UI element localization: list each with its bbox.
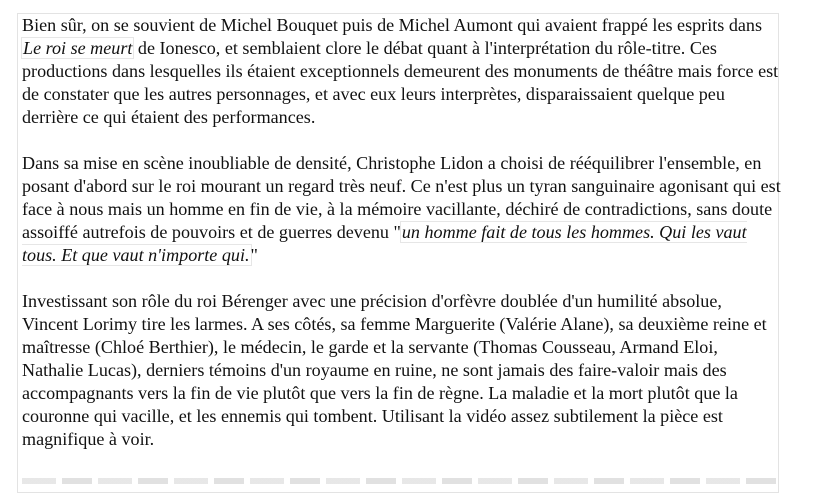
play-title-highlight: Le roi se meurt	[23, 38, 133, 58]
paragraph-3: Investissant son rôle du roi Bérenger avec une précision d'orfèvre doublée d'un humilité absolue, Vincent Lorimy tire les larmes. A ses côtés, sa femme Marguerite (Valérie Alane), sa deuxième reine et maîtresse (Chloé Berthier), le médecin, le garde et la servante (Thomas Cousseau, Armand Eloi, Nathalie Lucas), derniers témoins d'un royaume en ruine, ne sont jamais des faire-valoir mais des accompagnants vers la fin de vie plutôt que vers la fin de règne. La maladie et la mort plutôt que la couronne qui vacille, et les ennemis qui tombent. Utilisant la vidéo assez subtilement la pièce est magnifique à voir.	[22, 291, 767, 449]
paragraph-2-text-start: Dans sa mise en scène inoubliable de densité, Christophe Lidon a choisi de rééquilibrer l'ensemble, en posant d'abord sur le roi mourant un regard très neuf. Ce n'est plus un tyran sanguinaire agonisant qui est face à nous mais un homme en fin de vie, à la mémoire vacillante, déchiré de contradictions, sans doute assoiffé autrefois de pouvoirs et de guerres devenu "	[22, 153, 781, 242]
quotation-highlight: un homme fait de tous les hommes. Qui les vaut tous. Et que vaut n'importe qui.	[22, 222, 747, 265]
paragraph-1-text-start: Bien sûr, on se souvient de Michel Bouquet puis de Michel Aumont qui avaient frappé les esprits dans	[22, 15, 762, 35]
paragraph-1-text-end: de Ionesco, et semblaient clore le débat quant à l'interprétation du rôle-titre. Ces productions dans lesquelles ils étaient exceptionnels demeurent des monuments de théâtre mais force est de constater que les autres personnages, et avec eux leurs interprètes, disparaissaient quelque peu derrière ce qui étaient des performances.	[22, 38, 779, 127]
article-body	[22, 14, 782, 451]
paragraph-1	[22, 14, 782, 129]
paragraph-2	[22, 152, 782, 267]
paragraph-2-text-end: "	[250, 245, 258, 265]
next-paragraph-cutoff	[22, 478, 777, 484]
